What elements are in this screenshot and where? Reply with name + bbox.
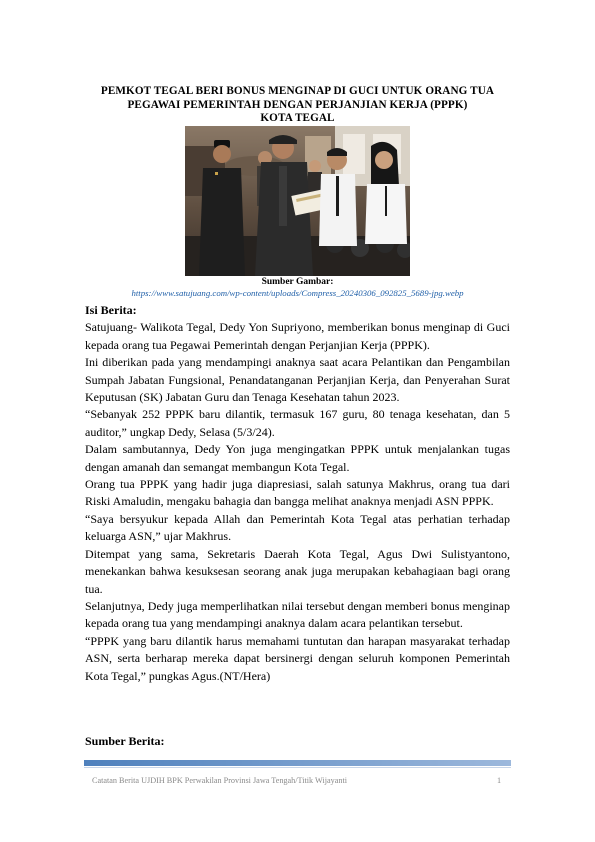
title-line-2: PEGAWAI PEMERINTAH DENGAN PERJANJIAN KERJA (PPPK)	[127, 98, 468, 111]
page-number: 1	[497, 776, 502, 785]
title-line-3: KOTA TEGAL	[260, 112, 335, 124]
title-line-1: PEMKOT TEGAL BERI BONUS MENGINAP DI GUCI UNTUK ORANG TUA	[100, 85, 495, 97]
footer-divider-line	[84, 767, 511, 768]
image-caption-label: Sumber Gambar:	[261, 277, 334, 287]
article-heading: Isi Berita:	[85, 303, 137, 317]
footer-divider-bar	[84, 760, 511, 766]
article-paragraph: “Saya bersyukur kepada Allah dan Pemerintah Kota Tegal atas perhatian terhadap keluarga ASN,” ujar Makhrus.	[85, 511, 510, 544]
article-paragraph: “PPPK yang baru dilantik harus memahami tuntutan dan harapan masyarakat terhadap ASN, serta berharap mereka dapat bersinergi dengan seluruh komponen Pemerintah Kota Tegal,” pungkas Agus.(NT/Hera)	[85, 633, 510, 683]
article-paragraph: “Sebanyak 252 PPPK baru dilantik, termasuk 167 guru, 80 tenaga kesehatan, dan 5 auditor,” ungkap Dedy, Selasa (5/3/24).	[85, 407, 510, 439]
footer-text: Catatan Berita UJDIH BPK Perwakilan Provinsi Jawa Tengah/Titik Wijayanti	[92, 776, 348, 785]
article-paragraph: Orang tua PPPK yang hadir juga diapresiasi, salah satunya Makhrus, orang tua dari Riski Amaludin, mengaku bahagia dan bangga melihat anaknya menjadi ASN PPPK.	[85, 477, 510, 509]
news-source-label: Sumber Berita:	[85, 734, 165, 748]
image-source-link[interactable]: https://www.satujuang.com/wp-content/uploads/Compress_20240306_092825_5689-jpg.webp	[131, 288, 464, 298]
article-paragraph: Selanjutnya, Dedy juga memperlihatkan nilai tersebut dengan memberi bonus menginap kepada orang tua yang mendampingi anaknya dalam acara pelantikan tersebut.	[85, 598, 510, 631]
document-title	[70, 85, 525, 126]
news-photo	[185, 126, 410, 276]
article-paragraph: Satujuang- Walikota Tegal, Dedy Yon Supriyono, memberikan bonus menginap di Guci kepada orang tua Pegawai Pemerintah dengan Perjanjian Kerja (PPPK).	[85, 320, 510, 352]
article-paragraph: Dalam sambutannya, Dedy Yon juga mengingatkan PPPK untuk menjalankan tugas dengan amanah dan semangat membangun Kota Tegal.	[85, 442, 510, 474]
ceremony-photo-illustration	[185, 126, 410, 276]
article-paragraph: Ini diberikan pada yang mendampingi anaknya saat acara Pelantikan dan Pengambilan Sumpah Jabatan Fungsional, Penandatanganan Perjanjian Kerja, dan Penyerahan Surat Keputusan (SK) Jabatan Guru dan Tenaga Kesehatan tahun 2023.	[85, 355, 510, 405]
article-body	[85, 302, 510, 685]
article-paragraph: Ditempat yang sama, Sekretaris Daerah Kota Tegal, Agus Dwi Sulistyantono, menekankan bahwa kesuksesan seorang anak juga merupakan kebahagiaan bagi orang tua.	[85, 546, 510, 596]
